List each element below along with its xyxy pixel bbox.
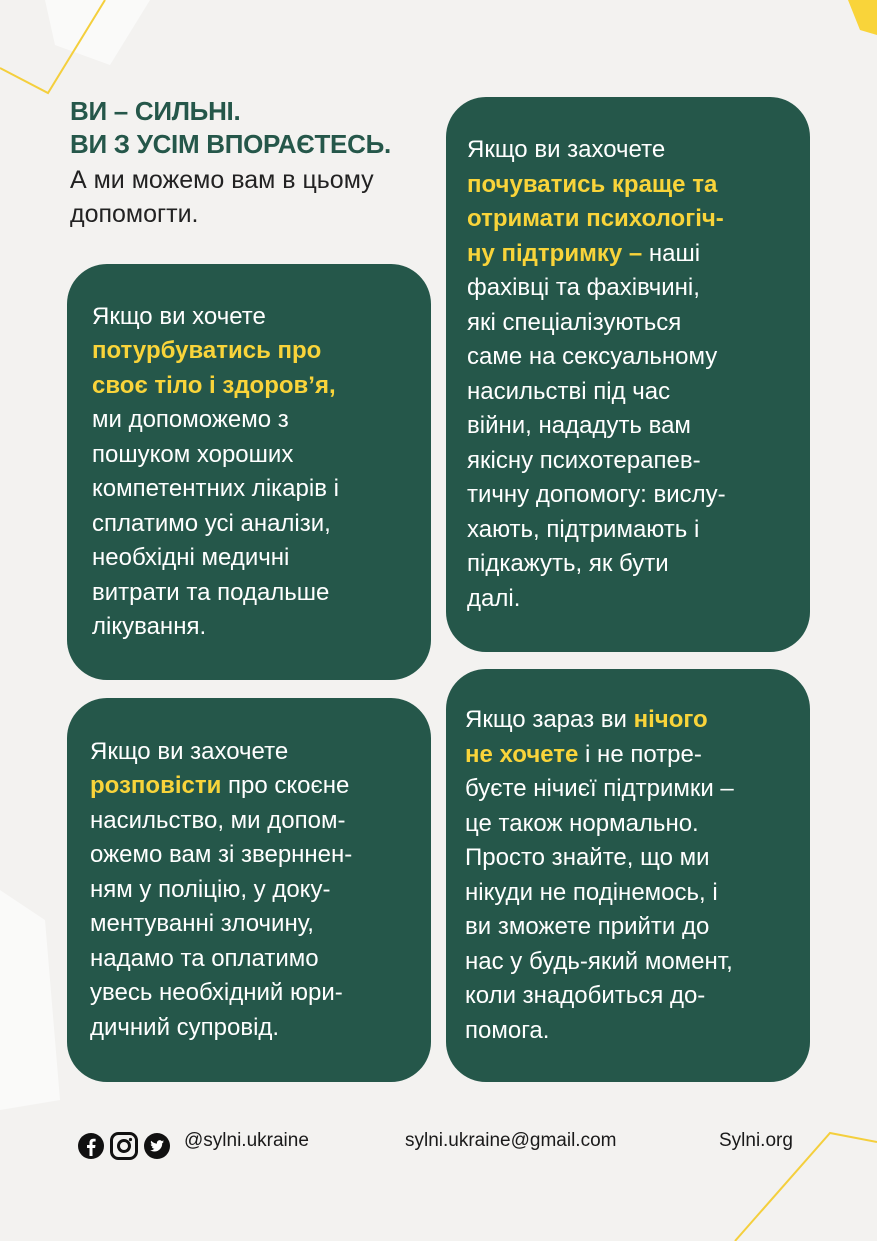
card-text: Якщо зараз ви	[465, 706, 634, 733]
card-text: Якщо ви захочете	[90, 737, 289, 765]
instagram-icon[interactable]	[110, 1132, 138, 1160]
card-highlight: почуватись краще та отримати психологіч- ну підтримку –	[467, 170, 724, 267]
card-legal-support	[67, 698, 431, 1082]
card-text: і не потре- буєте нічиєї підтримки – це також нормально. Просто знайте, що ми нікуди не подінемось, і ви зможете прийти до нас у будь-який момент, коли знадобиться до- помога.	[465, 740, 734, 1044]
twitter-icon[interactable]	[143, 1132, 171, 1160]
card-highlight: нічого не хочете	[465, 706, 708, 768]
subtitle: А ми можемо вам в цьому допомогти.	[70, 166, 374, 228]
card-highlight: розповісти	[90, 772, 222, 800]
card-text: Якщо ви хочете	[92, 302, 266, 330]
social-handle[interactable]: @sylni.ukraine	[184, 1130, 309, 1151]
card-text: ми допоможемо з пошуком хороших компетентних лікарів і сплатимо усі аналізи, необхідні медичні витрати та подальше лікування.	[92, 406, 339, 640]
headline-line-1: ВИ – СИЛЬНІ.	[70, 96, 241, 126]
facebook-icon[interactable]	[77, 1132, 105, 1160]
headline-block	[70, 95, 440, 231]
card-psychological-support	[446, 97, 810, 652]
card-health	[67, 264, 431, 680]
card-text: Якщо ви захочете	[467, 136, 666, 163]
headline-line-2: ВИ З УСІМ ВПОРАЄТЕСЬ.	[70, 129, 391, 159]
card-text: наші фахівці та фахівчині, які спеціалізуються саме на сексуальному насильстві під час війни, нададуть вам якісну психотерапев- тичну допомогу: вислу- хають, підтримають і підкажуть, як бути далі.	[467, 239, 726, 612]
website-link[interactable]: Sylni.org	[719, 1130, 793, 1151]
card-highlight: потурбуватись про своє тіло і здоров’я,	[92, 337, 336, 399]
email-link[interactable]: sylni.ukraine@gmail.com	[405, 1130, 617, 1151]
card-nothing-needed	[446, 669, 810, 1082]
card-text: про скоєне насильство, ми допом- ожемо вам зі зверннен- ням у поліцію, у доку- ментуванні злочину, надамо та оплатимо увесь необхідний юри- дичний супровід.	[90, 772, 353, 1041]
social-icons	[77, 1132, 171, 1160]
